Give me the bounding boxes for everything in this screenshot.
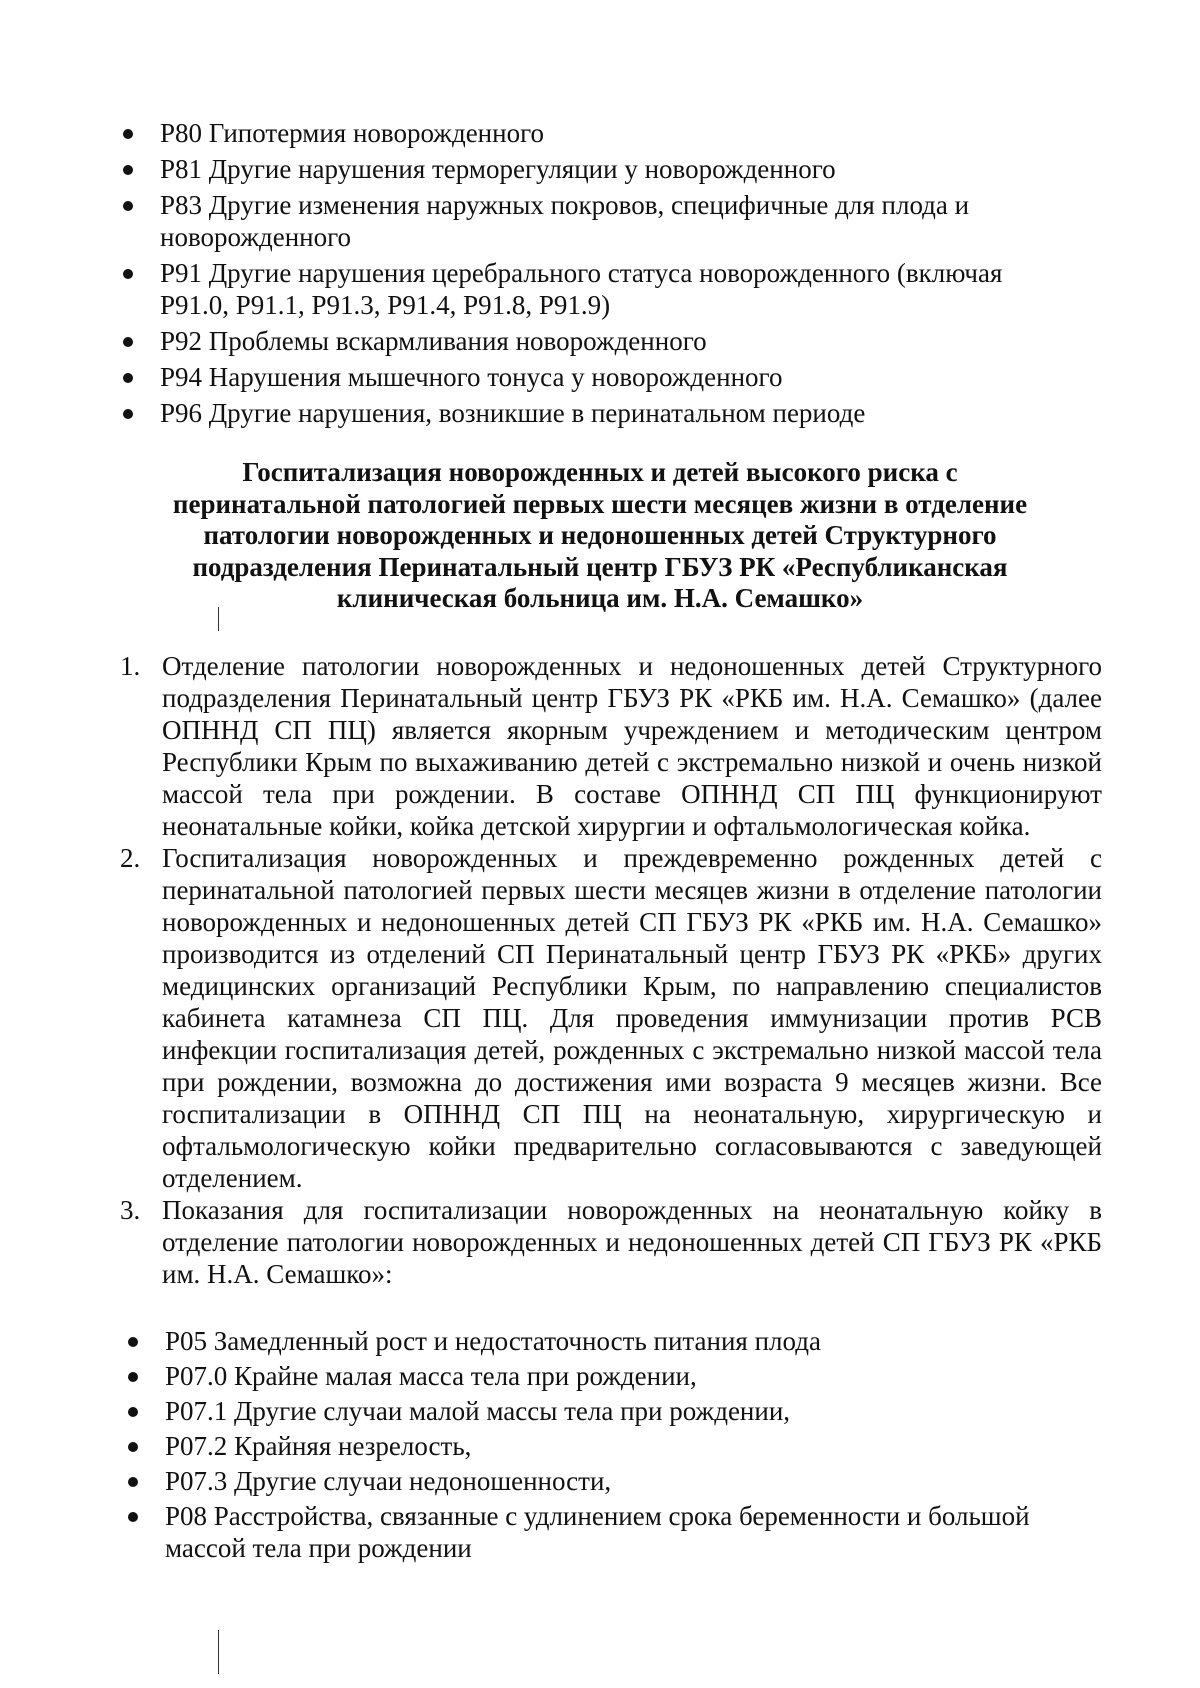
- scan-artifact: [218, 1630, 219, 1674]
- list-item: [160, 325, 1060, 357]
- list-item-text: P07.1 Другие случаи малой массы тела при рождении,: [165, 1396, 791, 1426]
- bullet-icon: [123, 201, 133, 211]
- scan-artifact: [218, 607, 219, 631]
- list-item: [165, 1465, 1085, 1497]
- list-item-text: P80 Гипотермия новорожденного: [160, 118, 544, 148]
- list-item: [165, 1500, 1085, 1564]
- bullet-icon: [128, 1407, 138, 1417]
- bullet-icon: [128, 1512, 138, 1522]
- list-item-text: P81 Другие нарушения терморегуляции у новорожденного: [160, 154, 836, 184]
- bullet-icon: [123, 269, 133, 279]
- diagnosis-code-list: [160, 117, 1060, 433]
- list-item-text: P83 Другие изменения наружных покровов, специфичные для плода и новорожденного: [160, 190, 970, 252]
- bullet-icon: [123, 337, 133, 347]
- list-item: [165, 1430, 1085, 1462]
- list-item: [160, 257, 1060, 321]
- list-item: [160, 361, 1060, 393]
- list-item: [160, 153, 1060, 185]
- list-item: [165, 1325, 1085, 1357]
- paragraph-text: Показания для госпитализации новорожденных на неонатальную койку в отделение патологии новорожденных и недоношенных детей СП ГБУЗ РК «РКБ им. Н.А. Семашко»:: [162, 1195, 1102, 1289]
- numbered-paragraph: [120, 650, 1102, 842]
- numbered-paragraphs: [120, 650, 1102, 1290]
- paragraph-text: Отделение патологии новорожденных и недоношенных детей Структурного подразделения Перинатальный центр ГБУЗ РК «РКБ им. Н.А. Семашко» (далее ОПННД СП ПЦ) является якорным учреждением и методическим центром Республики Крым по выхаживанию детей с экстремально низкой и очень низкой массой тела при рождении. В составе ОПННД СП ПЦ функционируют неонатальные койки, койка детской хирургии и офтальмологическая койка.: [162, 651, 1102, 841]
- numbered-paragraph: [120, 842, 1102, 1194]
- list-item-text: P91 Другие нарушения церебрального статуса новорожденного (включая P91.0, P91.1, P91.3, P91.4, P91.8, P91.9): [160, 258, 1003, 320]
- bullet-icon: [123, 373, 133, 383]
- list-item-text: P07.3 Другие случаи недоношенности,: [165, 1466, 612, 1496]
- bullet-icon: [123, 129, 133, 139]
- paragraph-text: Госпитализация новорожденных и преждевременно рожденных детей с перинатальной патологией первых шести месяцев жизни в отделение патологии новорожденных и недоношенных детей СП ГБУЗ РК «РКБ им. Н.А. Семашко» производится из отделений СП Перинатальный центр ГБУЗ РК «РКБ» других медицинских организаций Республики Крым, по направлению специалистов кабинета катамнеза СП ПЦ. Для проведения иммунизации против РСВ инфекции госпитализация детей, рожденных с экстремально низкой массой тела при рождении, возможна до достижения ими возраста 9 месяцев жизни. Все госпитализации в ОПННД СП ПЦ на неонатальную, хирургическую и офтальмологическую койки предварительно согласовываются с заведующей отделением.: [162, 843, 1102, 1193]
- list-item-text: P07.2 Крайняя незрелость,: [165, 1431, 472, 1461]
- paragraph-number: 2.: [120, 843, 141, 873]
- list-item-text: P08 Расстройства, связанные с удлинением срока беременности и большой массой тела при рождении: [165, 1501, 1030, 1563]
- list-item: [165, 1360, 1085, 1392]
- bullet-icon: [123, 165, 133, 175]
- list-item-text: P96 Другие нарушения, возникшие в перинатальном периоде: [160, 398, 866, 428]
- list-item: [160, 397, 1060, 429]
- paragraph-number: 3.: [120, 1195, 141, 1225]
- bullet-icon: [128, 1337, 138, 1347]
- bullet-icon: [123, 409, 133, 419]
- list-item: [160, 189, 1060, 253]
- numbered-paragraph: [120, 1194, 1102, 1290]
- list-item-text: P05 Замедленный рост и недостаточность питания плода: [165, 1326, 821, 1356]
- list-item-text: P92 Проблемы вскармливания новорожденного: [160, 326, 707, 356]
- list-item-text: P94 Нарушения мышечного тонуса у новорожденного: [160, 362, 783, 392]
- paragraph-number: 1.: [120, 651, 141, 681]
- section-heading: Госпитализация новорожденных и детей высокого риска с перинатальной патологией первых шести месяцев жизни в отделение патологии новорожденных и недоношенных детей Структурного подразделения Перинатальный центр ГБУЗ РК «Республиканская клиническая больница им. Н.А. Семашко»: [172, 457, 1028, 613]
- list-item: [165, 1395, 1085, 1427]
- bullet-icon: [128, 1372, 138, 1382]
- list-item-text: P07.0 Крайне малая масса тела при рождении,: [165, 1361, 697, 1391]
- indication-code-list: [165, 1325, 1085, 1567]
- bullet-icon: [128, 1477, 138, 1487]
- list-item: [160, 117, 1060, 149]
- bullet-icon: [128, 1442, 138, 1452]
